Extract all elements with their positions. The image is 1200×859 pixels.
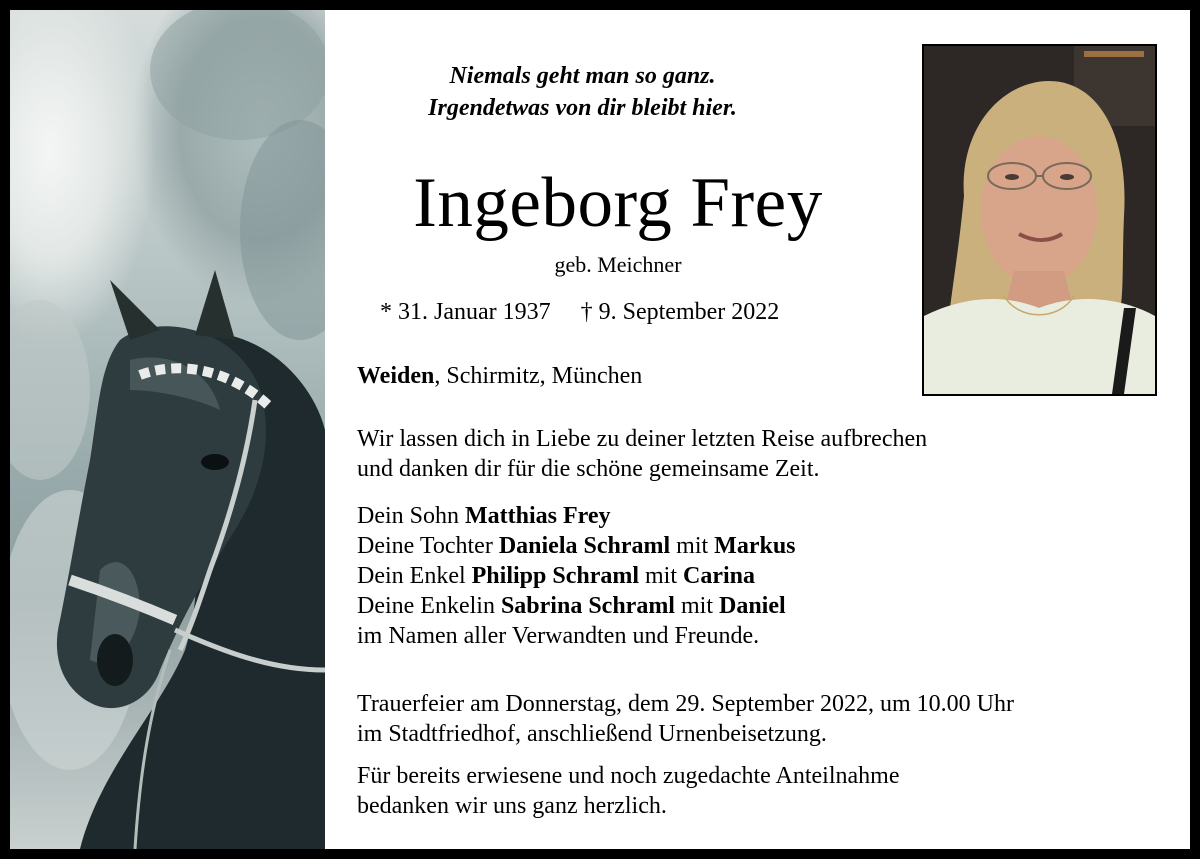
service-line-1: Trauerfeier am Donnerstag, dem 29. September 2022, um 10.00 Uhr (357, 691, 1014, 717)
birth-date: 31. Januar 1937 (398, 299, 551, 325)
birth-star-icon: * (380, 299, 392, 325)
service-info (357, 689, 1014, 749)
motto-line-1: Niemals geht man so ganz. (449, 63, 716, 89)
portrait-photo (922, 44, 1157, 396)
motto-line-2: Irgendetwas von dir bleibt hier. (428, 95, 737, 121)
family-role: Dein Sohn (357, 503, 465, 529)
family-partner: Carina (683, 563, 756, 589)
family-partner: Markus (714, 533, 796, 559)
family-name: Philipp Schraml (471, 563, 640, 589)
places (357, 360, 642, 392)
family-member (357, 591, 796, 621)
deceased-name: Ingeborg Frey (413, 164, 823, 242)
place-rest: , Schirmitz, München (434, 363, 643, 389)
family-name: Daniela Schraml (498, 533, 671, 559)
family-mit: mit (674, 593, 719, 619)
horse-photo (10, 10, 325, 849)
family-list (357, 501, 796, 651)
motto (357, 60, 808, 124)
farewell-line-2: und danken dir für die schöne gemeinsame Zeit. (357, 456, 820, 482)
family-partner: Daniel (719, 593, 786, 619)
family-mit: mit (670, 533, 715, 559)
family-role: Dein Enkel (357, 563, 472, 589)
thanks-text (357, 761, 899, 821)
service-line-2: im Stadtfriedhof, anschließend Urnenbeisetzung. (357, 721, 827, 747)
family-name: Sabrina Schraml (500, 593, 675, 619)
thanks-line-2: bedanken wir uns ganz herzlich. (357, 793, 667, 819)
family-role: Deine Tochter (357, 533, 499, 559)
death-cross-icon: † (580, 299, 593, 325)
place-main: Weiden (357, 363, 435, 389)
farewell-line-1: Wir lassen dich in Liebe zu deiner letzten Reise aufbrechen (357, 426, 928, 452)
family-closing: im Namen aller Verwandten und Freunde. (357, 623, 760, 649)
family-member (357, 501, 796, 531)
family-role: Deine Enkelin (357, 593, 501, 619)
farewell-text (357, 424, 927, 484)
thanks-line-1: Für bereits erwiesene und noch zugedachte Anteilnahme (357, 763, 900, 789)
life-dates (380, 296, 880, 328)
family-member (357, 531, 796, 561)
maiden-name: geb. Meichner (554, 252, 682, 277)
family-mit: mit (639, 563, 684, 589)
death-date: 9. September 2022 (598, 299, 780, 325)
family-member (357, 561, 796, 591)
family-name: Matthias Frey (465, 503, 611, 529)
